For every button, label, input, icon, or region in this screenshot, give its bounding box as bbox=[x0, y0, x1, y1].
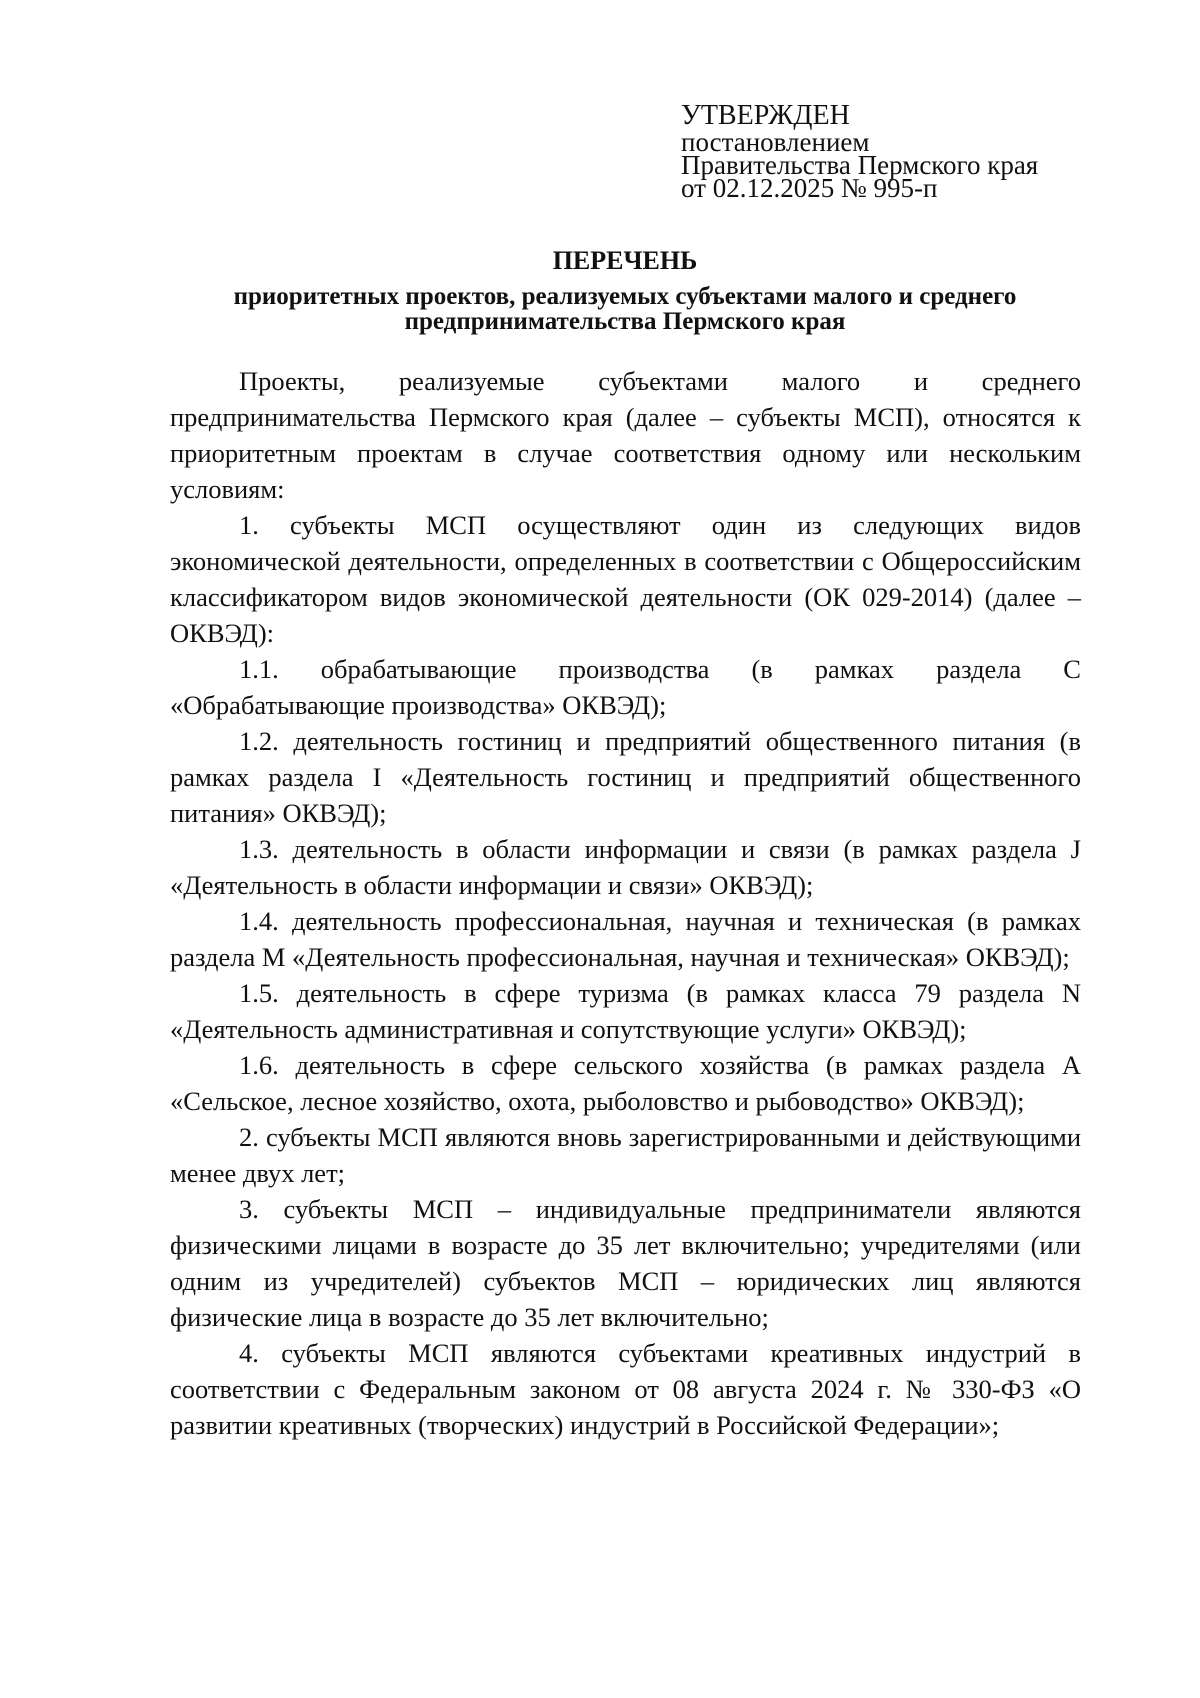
list-item-1: 1. субъекты МСП осуществляют один из следующих видов экономической деятельности, определенных в соответствии с Общероссийским классификатором видов экономической деятельности (ОК 029-2014) (далее – ОКВЭД): bbox=[170, 510, 1081, 648]
approval-line-government: Правительства Пермского края bbox=[681, 150, 1039, 180]
list-item-1-6: 1.6. деятельность в сфере сельского хозяйства (в рамках раздела А «Сельское, лесное хозяйство, охота, рыболовство и рыбоводство» ОКВЭД); bbox=[170, 1050, 1081, 1116]
intro-paragraph: Проекты, реализуемые субъектами малого и среднего предпринимательства Пермского края (далее – субъекты МСП), относятся к приоритетным проектам в случае соответствия одному или нескольким условиям: bbox=[170, 366, 1081, 504]
approval-stamp bbox=[681, 100, 1151, 203]
list-item-1-1: 1.1. обрабатывающие производства (в рамках раздела С «Обрабатывающие производства» ОКВЭД); bbox=[170, 654, 1081, 720]
list-item-1-5: 1.5. деятельность в сфере туризма (в рамках класса 79 раздела N «Деятельность административная и сопутствующие услуги» ОКВЭД); bbox=[170, 978, 1081, 1044]
document-body bbox=[170, 363, 1081, 1443]
list-item-3: 3. субъекты МСП – индивидуальные предприниматели являются физическими лицами в возрасте до 35 лет включительно; учредителями (или одним из учредителей) субъектов МСП – юридических лиц являются физические лица в возрасте до 35 лет включительно; bbox=[170, 1194, 1081, 1332]
list-item-1-2: 1.2. деятельность гостиниц и предприятий общественного питания (в рамках раздела I «Деятельность гостиниц и предприятий общественного питания» ОКВЭД); bbox=[170, 726, 1081, 828]
document-title: ПЕРЕЧЕНЬ bbox=[552, 246, 698, 275]
approval-line-resolution: постановлением bbox=[681, 127, 870, 157]
list-item-2: 2. субъекты МСП являются вновь зарегистрированными и действующими менее двух лет; bbox=[170, 1122, 1081, 1188]
list-item-1-4: 1.4. деятельность профессиональная, научная и техническая (в рамках раздела М «Деятельность профессиональная, научная и техническая» ОКВЭД); bbox=[170, 906, 1081, 972]
approval-heading: УТВЕРЖДЕН bbox=[681, 100, 850, 131]
document-subtitle: приоритетных проектов, реализуемых субъектами малого и среднего предпринимательства Пермского края bbox=[233, 283, 1017, 335]
approval-line-date-number: от 02.12.2025 № 995-п bbox=[681, 173, 938, 203]
list-item-4: 4. субъекты МСП являются субъектами креативных индустрий в соответствии с Федеральным законом от 08 августа 2024 г. № 330-ФЗ «О развитии креативных (творческих) индустрий в Российской Федерации»; bbox=[170, 1338, 1081, 1440]
list-item-1-3: 1.3. деятельность в области информации и связи (в рамках раздела J «Деятельность в области информации и связи» ОКВЭД); bbox=[170, 834, 1081, 900]
